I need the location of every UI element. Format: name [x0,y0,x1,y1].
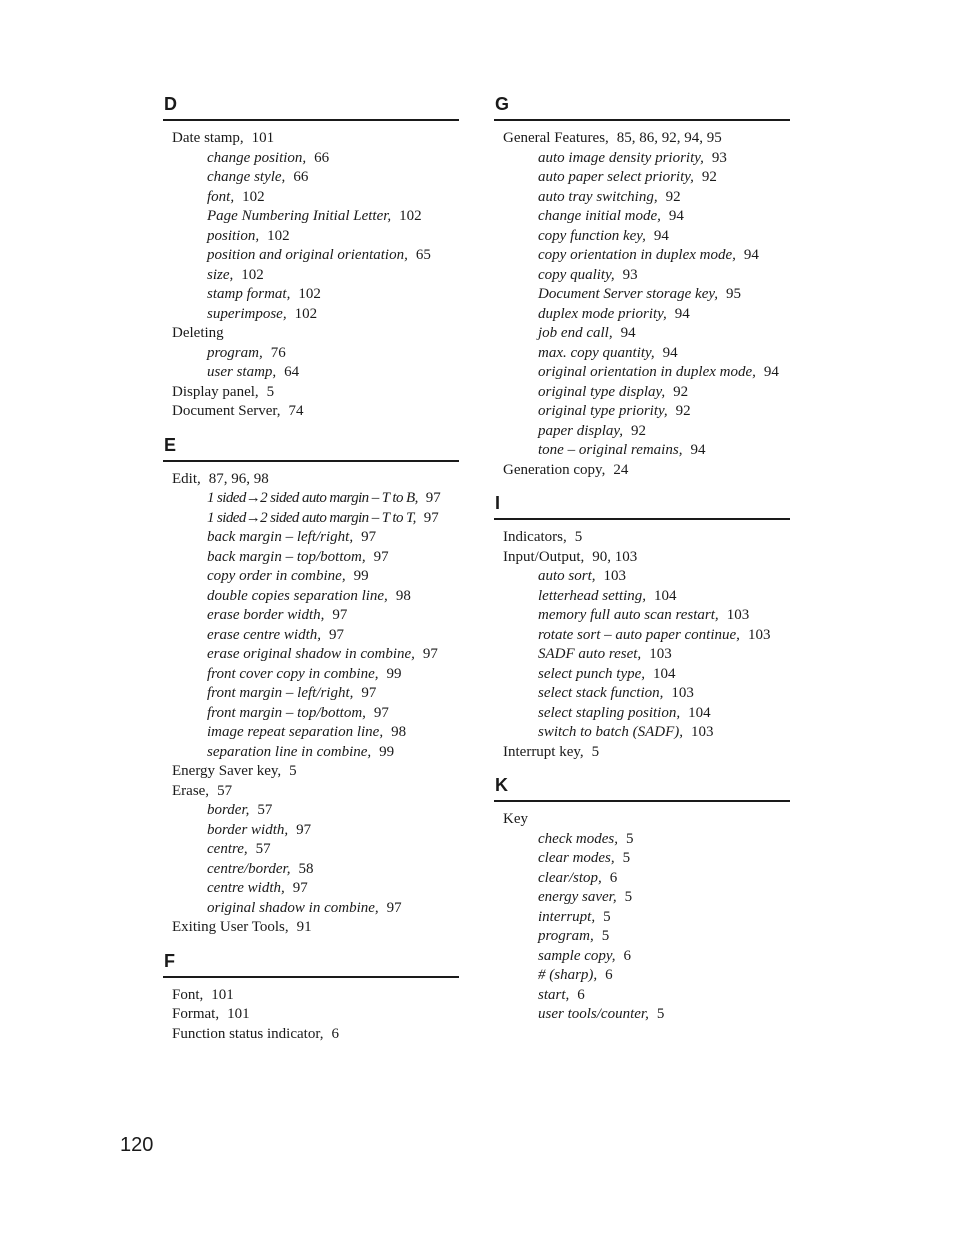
entry-page-ref: 92 [665,188,681,205]
index-subentry [494,704,790,724]
entry-term: max. copy quantity, [538,344,655,361]
entry-page-ref: 57 [255,841,271,857]
index-entry [163,129,459,149]
entry-term: Edit, [172,470,201,487]
entry-page-ref: 94 [662,344,678,361]
section-heading: D [163,93,459,121]
entry-term: back margin – left/right, [207,529,354,545]
entry-page-ref: 102 [294,305,318,322]
entry-term: Erase, [172,782,210,799]
entry-term: Key [503,811,528,827]
index-subentry [494,1005,790,1025]
entry-term: switch to batch (SADF), [538,724,683,740]
entry-term: erase border width, [207,607,325,623]
index-subentry [494,441,790,461]
index-subentry [494,626,790,646]
entry-term: auto sort, [538,568,596,584]
index-subentry [494,344,790,364]
entry-term: original type priority, [538,403,668,419]
entry-term: energy saver, [538,889,617,905]
index-subentry [494,684,790,704]
index-subentry [163,840,459,860]
entry-page-ref: 103 [690,724,714,740]
index-subentry [163,723,459,743]
index-subentry [494,266,790,286]
index-subentry [163,606,459,626]
entry-page-ref: 66 [314,149,330,166]
index-subentry [163,665,459,685]
entry-term: centre/border, [207,860,291,877]
entry-term: clear modes, [538,850,615,866]
index-column-right [494,93,790,1037]
index-entry-list [494,520,790,762]
entry-page-ref: 97 [292,880,308,896]
entry-term: Function status indicator, [172,1025,324,1042]
section-heading: F [163,950,459,978]
index-section-g [494,93,790,480]
entry-page-ref: 5 [266,383,275,400]
entry-term: # (sharp), [538,967,598,983]
index-subentry [494,227,790,247]
entry-term: separation line in combine, [207,743,372,760]
entry-term: Input/Output, [503,548,585,565]
entry-page-ref: 103 [649,646,672,662]
index-subentry [163,626,459,646]
index-subentry [494,285,790,305]
index-subentry [163,509,459,529]
index-subentry [494,567,790,587]
index-entry [494,743,790,763]
entry-term: Deleting [172,325,224,341]
entry-term: select stack function, [538,685,664,701]
entry-term: original shadow in combine, [207,899,379,916]
index-subentry [494,149,790,169]
entry-page-ref: 87, 96, 98 [208,470,269,487]
entry-page-ref: 58 [298,860,314,877]
entry-term: Date stamp, [172,130,244,146]
index-subentry [163,801,459,821]
entry-term: 1 sided→2 sided auto margin – T to T, [207,509,416,526]
index-entry-list [494,121,790,480]
entry-page-ref: 97 [373,704,389,721]
entry-page-ref: 101 [227,1006,250,1022]
index-entry [163,1025,459,1045]
entry-page-ref: 98 [391,724,407,740]
entry-page-ref: 74 [288,403,304,419]
index-subentry [494,422,790,442]
entry-page-ref: 102 [242,188,265,205]
entry-term: Display panel, [172,383,259,400]
entry-page-ref: 102 [399,208,422,224]
entry-page-ref: 6 [623,947,631,964]
entry-term: superimpose, [207,305,287,322]
section-heading: E [163,434,459,462]
entry-page-ref: 57 [257,802,273,818]
entry-term: user stamp, [207,364,277,380]
entry-term: position, [207,227,260,244]
entry-page-ref: 103 [726,607,750,623]
entry-term: job end call, [538,325,613,341]
index-subentry [163,704,459,724]
index-subentry [494,849,790,869]
entry-page-ref: 94 [690,442,706,458]
entry-term: select punch type, [538,665,646,682]
entry-page-ref: 93 [622,266,638,283]
index-entry [163,762,459,782]
entry-page-ref: 6 [609,869,618,886]
entry-term: auto image density priority, [538,149,704,166]
index-entry [163,918,459,938]
entry-term: original orientation in duplex mode, [538,364,756,380]
entry-term: program, [538,928,594,944]
index-subentry [494,888,790,908]
entry-page-ref: 5 [601,928,610,944]
entry-page-ref: 97 [422,646,438,662]
index-entry [163,402,459,422]
entry-term: clear/stop, [538,869,602,886]
entry-page-ref: 102 [267,227,290,244]
index-subentry [163,305,459,325]
entry-page-ref: 99 [353,568,369,584]
index-subentry [163,587,459,607]
entry-term: start, [538,986,570,1003]
index-subentry [494,305,790,325]
index-entry [494,548,790,568]
index-subentry [163,821,459,841]
index-entry-list [163,121,459,422]
entry-page-ref: 97 [296,821,312,838]
section-heading: K [494,774,790,802]
entry-page-ref: 104 [654,587,677,604]
entry-term: memory full auto scan restart, [538,607,719,623]
entry-term: copy orientation in duplex mode, [538,247,736,263]
entry-term: front cover copy in combine, [207,665,379,682]
entry-term: erase original shadow in combine, [207,646,415,662]
index-subentry [494,869,790,889]
entry-page-ref: 102 [241,266,264,283]
index-section-i [494,492,790,762]
index-entry [494,528,790,548]
index-subentry [494,645,790,665]
index-subentry [163,207,459,227]
entry-term: back margin – top/bottom, [207,548,366,565]
entry-term: interrupt, [538,908,596,925]
entry-page-ref: 6 [605,967,613,983]
entry-term: Interrupt key, [503,743,584,760]
index-entry [163,782,459,802]
index-entry [163,383,459,403]
index-section-d [163,93,459,422]
entry-page-ref: 90, 103 [592,548,638,565]
entry-page-ref: 92 [631,422,646,439]
entry-term: rotate sort – auto paper continue, [538,626,740,643]
entry-term: auto paper select priority, [538,169,694,185]
index-subentry [163,684,459,704]
index-subentry [163,344,459,364]
entry-page-ref: 97 [361,529,377,545]
index-subentry [494,947,790,967]
entry-term: change position, [207,149,307,166]
index-entry [163,986,459,1006]
entry-page-ref: 95 [725,286,741,302]
entry-page-ref: 92 [673,383,689,400]
entry-page-ref: 94 [763,364,779,380]
entry-page-ref: 104 [653,665,676,682]
index-entry [494,810,790,830]
index-subentry [494,665,790,685]
entry-term: front margin – left/right, [207,685,354,701]
entry-term: SADF auto reset, [538,646,642,662]
entry-page-ref: 6 [577,986,585,1003]
index-subentry [163,266,459,286]
page-number: 120 [120,1134,154,1156]
entry-term: font, [207,188,235,205]
index-subentry [163,363,459,383]
index-subentry [494,723,790,743]
entry-term: auto tray switching, [538,188,658,205]
entry-page-ref: 66 [293,169,309,185]
entry-page-ref: 93 [711,149,727,166]
entry-term: size, [207,266,234,283]
index-subentry [163,149,459,169]
entry-term: check modes, [538,830,618,847]
index-subentry [163,548,459,568]
entry-term: Document Server, [172,403,281,419]
entry-page-ref: 99 [379,743,395,760]
entry-term: border, [207,802,250,818]
entry-term: position and original orientation, [207,247,408,263]
index-subentry [494,383,790,403]
entry-page-ref: 103 [671,685,694,701]
entry-term: erase centre width, [207,626,322,643]
index-subentry [163,168,459,188]
entry-page-ref: 94 [743,247,759,263]
index-entry [163,1005,459,1025]
entry-page-ref: 94 [668,208,684,224]
entry-term: border width, [207,821,289,838]
index-subentry [494,966,790,986]
index-subentry [163,246,459,266]
entry-page-ref: 97 [361,685,377,701]
entry-term: sample copy, [538,947,616,964]
section-heading: I [494,492,790,520]
entry-term: Generation copy, [503,461,606,478]
entry-page-ref: 97 [425,490,441,506]
entry-term: front margin – top/bottom, [207,704,366,721]
index-column-left [163,93,459,1056]
entry-term: General Features, [503,130,609,146]
entry-term: program, [207,344,263,361]
index-subentry [494,927,790,947]
entry-page-ref: 98 [395,587,411,604]
entry-page-ref: 5 [603,908,611,925]
entry-term: change style, [207,169,286,185]
index-subentry [163,285,459,305]
entry-page-ref: 97 [332,607,348,623]
entry-page-ref: 94 [674,305,690,322]
section-heading: G [494,93,790,121]
index-section-f [163,950,459,1045]
entry-term: Energy Saver key, [172,763,282,779]
entry-page-ref: 57 [217,782,233,799]
index-subentry [494,246,790,266]
index-subentry [494,168,790,188]
index-entry [494,129,790,149]
index-entry [163,324,459,344]
entry-term: select stapling position, [538,704,681,721]
index-entry-list [163,978,459,1045]
entry-page-ref: 97 [329,626,345,643]
entry-page-ref: 64 [284,364,300,380]
index-subentry [163,860,459,880]
index-subentry [163,227,459,247]
entry-page-ref: 5 [656,1006,665,1022]
entry-term: Format, [172,1006,220,1022]
entry-term: tone – original remains, [538,442,683,458]
entry-page-ref: 102 [298,286,321,302]
entry-page-ref: 24 [613,461,629,478]
index-subentry [163,567,459,587]
entry-term: paper display, [538,422,623,439]
entry-term: Document Server storage key, [538,286,718,302]
entry-page-ref: 97 [386,899,402,916]
entry-page-ref: 5 [625,830,634,847]
entry-page-ref: 91 [296,919,312,935]
entry-page-ref: 5 [591,743,600,760]
index-subentry [163,899,459,919]
index-subentry [163,645,459,665]
entry-term: centre width, [207,880,285,896]
entry-term: letterhead setting, [538,587,647,604]
index-subentry [494,986,790,1006]
index-subentry [494,324,790,344]
index-subentry [163,879,459,899]
index-subentry [163,489,459,509]
index-subentry [494,606,790,626]
entry-page-ref: 94 [620,325,636,341]
index-entry-list [494,802,790,1025]
index-entry-list [163,462,459,938]
index-subentry [163,743,459,763]
index-subentry [494,587,790,607]
entry-page-ref: 76 [270,344,286,361]
entry-term: 1 sided→2 sided auto margin – T to B, [207,490,418,506]
entry-term: Exiting User Tools, [172,919,289,935]
entry-page-ref: 101 [211,986,234,1003]
index-subentry [494,207,790,227]
entry-page-ref: 92 [701,169,717,185]
entry-page-ref: 101 [251,130,275,146]
index-subentry [163,188,459,208]
index-entry [163,470,459,490]
entry-page-ref: 5 [624,889,633,905]
entry-page-ref: 103 [603,568,627,584]
entry-page-ref: 94 [653,227,669,244]
entry-page-ref: 6 [331,1025,339,1042]
entry-term: original type display, [538,383,666,400]
index-subentry [494,830,790,850]
entry-term: copy order in combine, [207,568,346,584]
index-entry [494,461,790,481]
entry-page-ref: 85, 86, 92, 94, 95 [616,130,722,146]
index-subentry [494,188,790,208]
entry-term: Indicators, [503,529,567,545]
entry-page-ref: 5 [622,850,631,866]
entry-page-ref: 99 [386,665,402,682]
entry-term: duplex mode priority, [538,305,667,322]
entry-page-ref: 5 [289,763,297,779]
index-subentry [494,363,790,383]
entry-term: Page Numbering Initial Letter, [207,208,392,224]
entry-page-ref: 97 [423,509,439,526]
entry-term: copy quality, [538,266,615,283]
index-subentry [163,528,459,548]
entry-page-ref: 92 [675,403,691,419]
index-subentry [494,908,790,928]
entry-term: Font, [172,986,204,1003]
entry-term: copy function key, [538,227,646,244]
entry-page-ref: 65 [415,247,431,263]
entry-term: stamp format, [207,286,291,302]
entry-term: double copies separation line, [207,587,388,604]
entry-term: image repeat separation line, [207,724,384,740]
entry-page-ref: 103 [747,626,771,643]
index-section-e [163,434,459,938]
entry-page-ref: 104 [688,704,711,721]
entry-term: change initial mode, [538,208,661,224]
index-section-k [494,774,790,1025]
entry-page-ref: 97 [373,548,389,565]
entry-page-ref: 5 [574,529,583,545]
index-subentry [494,402,790,422]
entry-term: centre, [207,841,248,857]
entry-term: user tools/counter, [538,1006,649,1022]
